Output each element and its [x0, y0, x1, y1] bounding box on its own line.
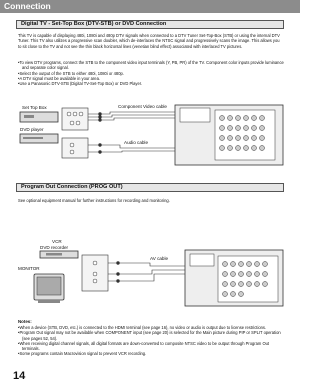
page-title: Connection: [4, 1, 51, 11]
bullet-item: • To view DTV programs, connect the STB to the component video input terminals (Y, PB, PR) of the TV. Component color inputs provide luminance and separate color signal.: [18, 60, 284, 71]
dvd-recorder-label: DVD recorder: [40, 245, 69, 250]
set-top-box-label: Set Top Box: [22, 105, 47, 110]
notes-title: Notes:: [18, 319, 32, 324]
section-title: Program Out Connection (PROG OUT): [21, 184, 123, 190]
dvd-player-illustration: [20, 134, 58, 143]
source-output-panel: [62, 108, 88, 158]
notes-list: [18, 325, 284, 357]
audio-cable-label: Audio cable: [124, 140, 149, 145]
note-item: • When receiving digital channel signals, all digital formats are down-converted to composite NTSC video to be output through Program Out terminals.: [18, 341, 284, 352]
tv-prog-out-panel: [185, 250, 283, 306]
set-top-box-illustration: [20, 112, 58, 122]
audio-cable: [88, 144, 180, 154]
section-title: Digital TV - Set-Top Box (DTV-STB) or DVD Connection: [21, 21, 167, 27]
component-cable-label: Component Video cable: [118, 104, 167, 109]
av-cable: [108, 262, 190, 283]
section-heading-prog-out: [16, 183, 284, 192]
av-cable-label: AV cable: [150, 256, 169, 261]
note-item: • When a device (STB, DVD, etc.) is connected to the HDMI terminal (see page 16), no video or audio is output due to license restrictions.: [18, 325, 284, 330]
note-item: • Some programs contain Macrovision signal to prevent VCR recording.: [18, 351, 284, 356]
dvd-player-label: DVD player: [20, 127, 44, 132]
page-number: 14: [13, 370, 26, 382]
bullet-item: • A DTV signal must be available in your area.: [18, 76, 284, 81]
component-video-cable: [88, 112, 175, 121]
tv-terminal-panel: [175, 105, 283, 165]
bullet-item: • Use a Panasonic DTV-STB (Digital TV-Set-Top Box) or DVD Player.: [18, 81, 284, 86]
recorder-input-panel: [82, 255, 108, 291]
section1-intro: This TV is capable of displaying 480i, 1080i and 480p DTV signals when connected to a DTV Tuner Set-Top-Box (STB) or using the internal DTV Tuner. This TV also utilizes a progressive scan doubler, which de-interlaces the NTSC signal and progressively scans the image. This allows you to sit close to the TV and not see the thin black horizontal lines (venetian blind effect) associated with interlaced TV pictures.: [18, 33, 280, 49]
monitor-label: MONITOR: [18, 266, 40, 271]
section2-intro: See optional equipment manual for further instructions for recording and monitoring.: [18, 198, 170, 203]
vcr-label: VCR: [52, 239, 62, 244]
monitor-illustration: [34, 274, 64, 303]
vcr-illustration: [40, 251, 78, 258]
bullet-item: • Select the output of the STB to either 480i, 1080i or 480p.: [18, 71, 284, 76]
note-item: • Program Out signal may not be available when COMPONENT input (see page 20) is selected for the Main picture during PIP or SPLIT operation (see pages 52, 54).: [18, 330, 284, 341]
